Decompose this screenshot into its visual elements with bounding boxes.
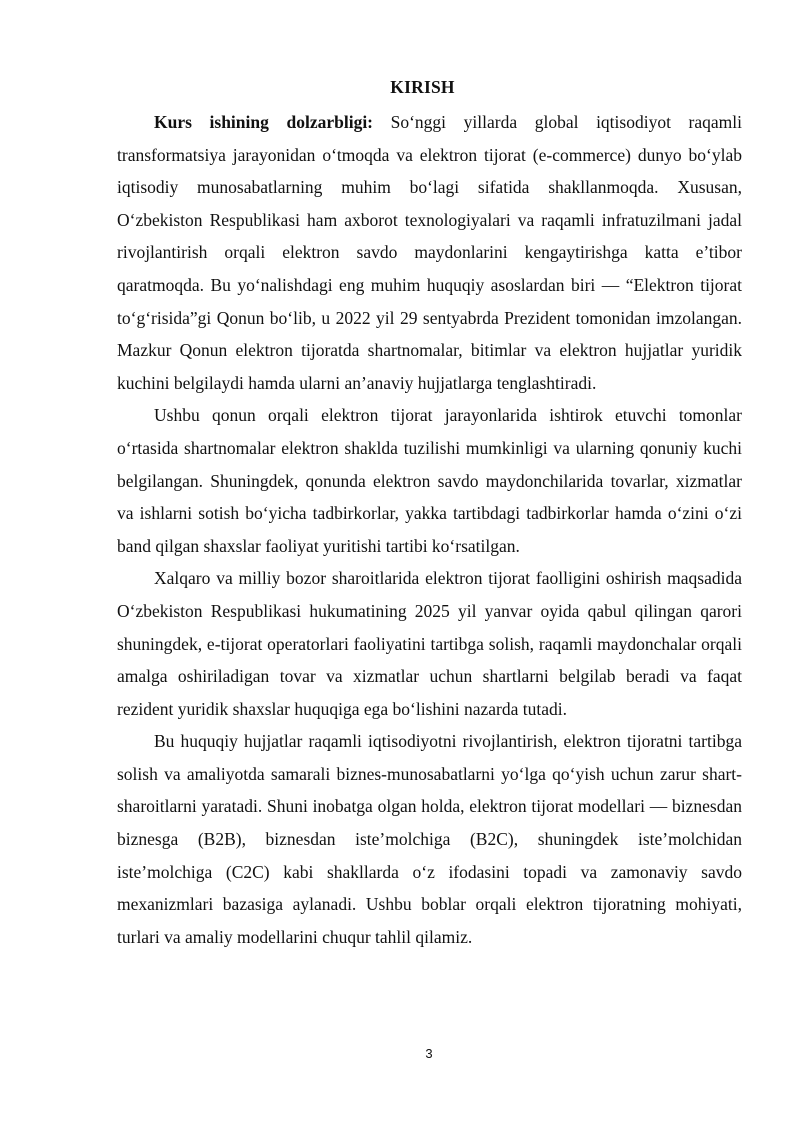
page-number: 3: [425, 1046, 433, 1061]
paragraph-text: Bu huquqiy hujjatlar raqamli iqtisodiyotni rivojlantirish, elektron tijoratni tartibga solish va amaliyotda samarali biznes-munosabatlarni yo‘lga qo‘yish uchun zarur shart-sharoitlarni yaratadi. Shuni inobatga olgan holda, elektron tijorat modellari — biznesdan biznesga (B2B), biznesdan iste’molchiga (B2C), shuningdek iste’molchidan iste’molchiga (C2C) kabi shakllarda o‘z ifodasini topadi va zamonaviy savdo mexanizmlari bazasiga aylanadi. Ushbu boblar orqali elektron tijoratning mohiyati, turlari va amaliy modellarini chuqur tahlil qilamiz.: [117, 731, 742, 947]
paragraph-text: Ushbu qonun orqali elektron tijorat jarayonlarida ishtirok etuvchi tomonlar o‘rtasida shartnomalar elektron shaklda tuzilishi mumkinligi va ularning qonuniy kuchi belgilangan. Shuningdek, qonunda elektron savdo maydonchilarida tovarlar, xizmatlar va ishlarni sotish bo‘yicha tadbirkorlar, yakka tartibdagi tadbirkorlar hamda o‘zini o‘zi band qilgan shaxslar faoliyat yuritishi tartibi ko‘rsatilgan.: [117, 405, 742, 556]
paragraph-lead-in: Kurs ishining dolzarbligi:: [154, 112, 374, 132]
paragraph-legal-documents: [117, 725, 742, 953]
paragraph-relevance: [117, 106, 742, 399]
section-heading: KIRISH: [390, 77, 455, 97]
paragraph-text: Xalqaro va milliy bozor sharoitlarida elektron tijorat faolligini oshirish maqsadida O‘zbekiston Respublikasi hukumatining 2025 yil yanvar oyida qabul qilingan qarori shuningdek, e-tijorat operatorlari faoliyatini tartibga solish, raqamli maydonchalar orqali amalga oshiriladigan tovar va xizmatlar uchun shartlarni belgilab beradi va faqat rezident yuridik shaxslar huquqiga ega bo‘lishini nazarda tutadi.: [117, 568, 742, 719]
paragraph-government-decision: [117, 562, 742, 725]
paragraph-text: So‘nggi yillarda global iqtisodiyot raqamli transformatsiya jarayonidan o‘tmoqda va elektron tijorat (e-commerce) dunyo bo‘ylab iqtisodiy munosabatlarning muhim bo‘lagi sifatida shakllanmoqda. Xususan, O‘zbekiston Respublikasi ham axborot texnologiyalari va raqamli infratuzilmani jadal rivojlantirish orqali elektron savdo maydonlarini kengaytirishga katta e’tibor qaratmoqda. Bu yo‘nalishdagi eng muhim huquqiy asoslardan biri — “Elektron tijorat to‘g‘risida”gi Qonun bo‘lib, u 2022 yil 29 sentyabrda Prezident tomonidan imzolangan. Mazkur Qonun elektron tijoratda shartnomalar, bitimlar va elektron hujjatlar yuridik kuchini belgilaydi hamda ularni an’anaviy hujjatlarga tenglashtiradi.: [117, 112, 742, 393]
body-text: [117, 106, 742, 953]
paragraph-law-provisions: [117, 399, 742, 562]
